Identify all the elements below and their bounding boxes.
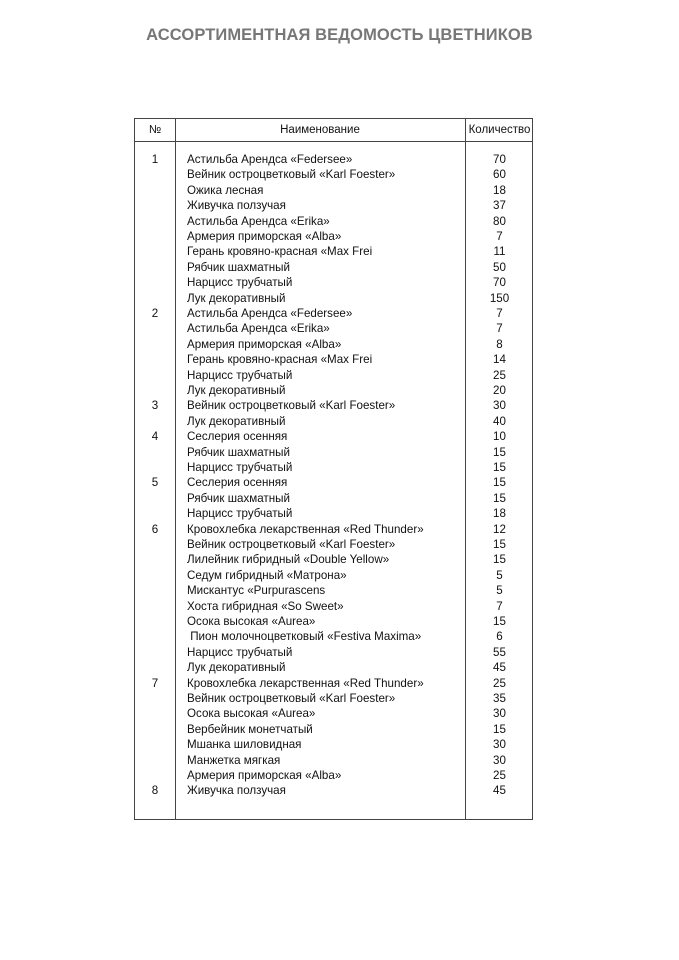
plant-name: Живучка ползучая — [187, 199, 286, 213]
quantity: 30 — [493, 753, 506, 767]
quantity: 15 — [493, 538, 506, 551]
quantity: 8 — [496, 337, 503, 351]
table-row — [135, 383, 532, 398]
quantity: 5 — [496, 584, 503, 598]
table-row — [135, 660, 532, 675]
quantity: 7 — [496, 322, 503, 336]
page-title: АССОРТИМЕНТНАЯ ВЕДОМОСТЬ ЦВЕТНИКОВ — [146, 26, 533, 44]
quantity: 50 — [493, 260, 506, 274]
table-row — [135, 691, 532, 706]
plant-name: Рябчик шахматный — [187, 260, 290, 274]
quantity: 30 — [493, 707, 506, 721]
row-number: 5 — [151, 476, 159, 490]
quantity: 12 — [493, 522, 506, 536]
table-row — [135, 475, 532, 490]
plant-name: Пион молочноцветковый «Festiva Maxima» — [187, 630, 422, 644]
table-row — [135, 583, 532, 598]
plant-name: Осока высокая «Aurea» — [187, 707, 316, 721]
plant-name: Лилейник гибридный «Double Yellow» — [187, 553, 390, 567]
table-row — [135, 768, 532, 783]
plant-name: Вейник остроцветковый «Karl Foester» — [187, 168, 396, 182]
quantity: 5 — [496, 568, 503, 582]
table-row — [135, 599, 532, 614]
table-row — [135, 198, 532, 213]
plant-name: Сеслерия осенняя — [187, 476, 288, 490]
quantity: 18 — [493, 183, 506, 197]
table-row — [135, 306, 532, 321]
table-row — [135, 568, 532, 583]
header-quantity: Количество — [468, 124, 531, 136]
row-number: 4 — [151, 430, 159, 444]
table-row — [135, 614, 532, 629]
plant-name: Лук декоративный — [187, 291, 286, 305]
plant-name: Астильба Арендса «Federsee» — [187, 153, 353, 166]
plant-name: Нарцисс трубчатый — [187, 276, 293, 290]
table-row — [135, 368, 532, 383]
table-row — [135, 214, 532, 229]
quantity: 37 — [493, 199, 506, 213]
quantity: 45 — [493, 661, 506, 675]
plant-name: Манжетка мягкая — [187, 753, 281, 767]
plant-name: Ожика лесная — [187, 183, 264, 197]
quantity: 60 — [493, 168, 506, 182]
table-row — [135, 260, 532, 275]
quantity: 7 — [496, 599, 503, 613]
quantity: 20 — [493, 384, 506, 397]
quantity: 15 — [493, 476, 506, 490]
table-row — [135, 753, 532, 768]
header-name: Наименование — [280, 124, 360, 136]
quantity: 55 — [493, 645, 506, 659]
table-row — [135, 460, 532, 475]
plant-name: Вейник остроцветковый «Karl Foester» — [187, 692, 396, 705]
header-divider — [135, 141, 532, 142]
plant-name: Астильба Арендса «Federsee» — [187, 307, 353, 320]
quantity: 15 — [493, 615, 506, 628]
plant-name: Седум гибридный «Матрона» — [187, 568, 347, 582]
header-number: № — [148, 124, 162, 136]
row-number: 8 — [151, 784, 159, 798]
table-row — [135, 722, 532, 737]
plant-name: Рябчик шахматный — [187, 491, 290, 505]
plant-name: Вейник остроцветковый «Karl Foester» — [187, 399, 396, 413]
quantity: 18 — [493, 507, 506, 521]
plant-name: Осока высокая «Aurea» — [187, 615, 316, 628]
quantity: 25 — [493, 676, 506, 690]
quantity: 150 — [489, 291, 510, 305]
table-row — [135, 783, 532, 798]
table-row — [135, 537, 532, 552]
table-row — [135, 676, 532, 691]
plant-name: Лук декоративный — [187, 384, 286, 397]
plant-name: Вербейник монетчатый — [187, 722, 313, 736]
table-row — [135, 229, 532, 244]
plant-name: Нарцисс трубчатый — [187, 645, 293, 659]
quantity: 11 — [493, 245, 506, 259]
plant-name: Нарцисс трубчатый — [187, 461, 293, 474]
quantity: 15 — [493, 553, 506, 567]
table-row — [135, 352, 532, 367]
quantity: 35 — [493, 692, 506, 705]
quantity: 7 — [496, 230, 503, 243]
quantity: 80 — [493, 214, 506, 228]
plant-name: Кровохлебка лекарственная «Red Thunder» — [187, 676, 424, 690]
quantity: 6 — [496, 630, 503, 644]
table-row — [135, 337, 532, 352]
quantity: 15 — [493, 491, 506, 505]
quantity: 40 — [493, 414, 506, 428]
table-row — [135, 629, 532, 644]
table-row — [135, 737, 532, 752]
quantity: 30 — [493, 738, 506, 752]
quantity: 15 — [493, 722, 506, 736]
table-row — [135, 244, 532, 259]
table-row — [135, 552, 532, 567]
plant-name: Армерия приморская «Alba» — [187, 769, 342, 782]
table-row — [135, 506, 532, 521]
table-row — [135, 414, 532, 429]
quantity: 25 — [493, 769, 506, 782]
table-row — [135, 321, 532, 336]
quantity: 30 — [493, 399, 506, 413]
table-row — [135, 522, 532, 537]
plant-name: Армерия приморская «Alba» — [187, 337, 342, 351]
plant-name: Нарцисс трубчатый — [187, 368, 293, 382]
plant-name: Кровохлебка лекарственная «Red Thunder» — [187, 522, 424, 536]
plant-name: Сеслерия осенняя — [187, 430, 288, 444]
quantity: 15 — [493, 445, 506, 459]
row-number: 6 — [151, 522, 159, 536]
plant-name: Армерия приморская «Alba» — [187, 230, 342, 243]
table-row — [135, 706, 532, 721]
row-number: 3 — [151, 399, 159, 413]
plant-name: Астильба Арендса «Erika» — [187, 214, 330, 228]
quantity: 7 — [496, 307, 503, 320]
quantity: 45 — [493, 784, 506, 798]
quantity: 70 — [493, 153, 506, 166]
table-row — [135, 445, 532, 460]
quantity: 14 — [493, 353, 506, 367]
assortment-table — [134, 118, 533, 820]
table-row — [135, 275, 532, 290]
plant-name: Живучка ползучая — [187, 784, 286, 798]
quantity: 10 — [493, 430, 506, 444]
plant-name: Мискантус «Purpurascens — [187, 584, 326, 598]
plant-name: Вейник остроцветковый «Karl Foester» — [187, 538, 396, 551]
table-row — [135, 152, 532, 167]
plant-name: Мшанка шиловидная — [187, 738, 302, 752]
plant-name: Герань кровяно-красная «Max Frei — [187, 245, 373, 259]
plant-name: Герань кровяно-красная «Max Frei — [187, 353, 373, 367]
table-row — [135, 491, 532, 506]
row-number: 7 — [151, 676, 159, 690]
plant-name: Рябчик шахматный — [187, 445, 290, 459]
plant-name: Астильба Арендса «Erika» — [187, 322, 330, 336]
table-row — [135, 183, 532, 198]
row-number: 2 — [151, 307, 159, 320]
quantity: 70 — [493, 276, 506, 290]
table-row — [135, 291, 532, 306]
quantity: 25 — [493, 368, 506, 382]
quantity: 15 — [493, 461, 506, 474]
plant-name: Хоста гибридная «So Sweet» — [187, 599, 344, 613]
plant-name: Лук декоративный — [187, 661, 286, 675]
row-number: 1 — [151, 153, 159, 166]
table-row — [135, 429, 532, 444]
plant-name: Лук декоративный — [187, 414, 286, 428]
plant-name: Нарцисс трубчатый — [187, 507, 293, 521]
table-row — [135, 398, 532, 413]
table-row — [135, 645, 532, 660]
table-row — [135, 167, 532, 182]
